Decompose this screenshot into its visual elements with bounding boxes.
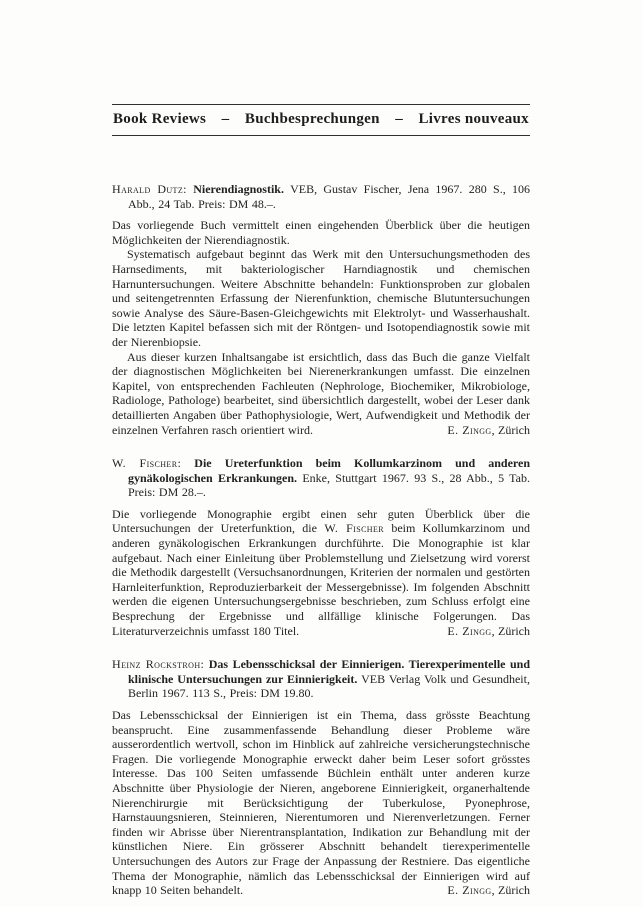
reviewer-name: E. Zingg xyxy=(447,422,492,437)
book-review-rockstroh xyxy=(112,657,530,898)
book-review-fischer xyxy=(112,456,530,638)
header-title-french: Livres nouveaux xyxy=(418,111,529,127)
review-book-title: Die Ureterfunktion beim Kollumkarzinom und anderen gynäkologischen Erkrankungen. xyxy=(128,456,531,485)
reviews-list xyxy=(112,182,530,898)
review-imprint: Enke, Stuttgart 1967. 93 S., 28 Abb., 5 Tab. Preis: DM 28.–. xyxy=(128,470,530,500)
reviewer-signature xyxy=(432,423,530,438)
reviewer-signature xyxy=(447,624,530,639)
review-paragraph xyxy=(112,507,530,638)
review-author: W. Fischer: xyxy=(112,456,182,471)
review-author: Heinz Rockstroh: xyxy=(112,657,205,672)
header-title-german: Buchbesprechungen xyxy=(244,111,380,127)
review-paragraph xyxy=(112,350,530,438)
review-imprint: VEB, Gustav Fischer, Jena 1967. 280 S., 106 Abb., 24 Tab. Preis: DM 48.–. xyxy=(128,182,531,211)
reviewer-name: E. Zingg xyxy=(447,883,492,898)
reviewer-city: , Zürich xyxy=(491,623,530,638)
review-paragraph-text: Aus dieser kurzen Inhaltsangabe ist ersichtlich, dass das Buch die ganze Vielfalt der diagnostischen Möglichkeiten bei Nierenerkrankungen umfasst. Die einzelnen Kapitel, von entsprechenden Fachleuten (Nephrologe, Biochemiker, Mikrobiologe, Radiologe, Pathologe) bearbeitet, sind übersichtlich dargestellt, wobei der Leser dank detaillierten Angaben über Pathophysiologie, Wert, Aufwendigkeit und Methodik der einzelnen Verfahren rasch orientiert wird. xyxy=(112,349,530,437)
review-paragraph: Systematisch aufgebaut beginnt das Werk mit den Untersuchungsmethoden des Harnsediments, mit bakteriologischer Harndiagnostik und chemischen Harnuntersuchungen. Weitere Abschnitte behandeln: Funktionsproben zur globalen und seitengetrennten Erfassung der Nierenfunktion, chemische Blutuntersuchungen sowie Analyse des Säure-Basen-Gleichgewichts mit Elektrolyt- und Wasserhaushalt. Die letzten Kapitel befassen sich mit der Röntgen- und Isotopendiagnostik sowie mit der Nierenbiopsie. xyxy=(112,247,530,349)
page-content xyxy=(112,104,530,898)
reviewer-name: E. Zingg xyxy=(447,623,492,638)
section-header xyxy=(112,104,530,136)
review-paragraph xyxy=(112,708,530,898)
review-book-title: Das Lebensschicksal der Einnierigen. Tierexperimentelle und klinische Untersuchungen zur Einnierigkeit. xyxy=(128,657,530,686)
header-separator-dash: – xyxy=(221,111,230,127)
review-author: Harald Dutz: xyxy=(112,182,187,196)
review-book-title: Nierendiagnostik. xyxy=(193,182,284,196)
book-review-dutz xyxy=(112,182,530,437)
reviewer-signature xyxy=(447,883,530,898)
review-citation xyxy=(112,456,530,500)
review-paragraph-text: Das Lebensschicksal der Einnierigen ist ein Thema, dass grösste Beachtung beansprucht. Eine zusammenfassende Behandlung dieser Probleme wäre ausserordentlich wertvoll, schon im Hinblick auf zahlreiche versicherungstechnische Fragen. Die vorliegende Monographie erweckt daher beim Leser sofort grösstes Interesse. Das 100 Seiten umfassende Büchlein enthält unter anderen kurze Abschnitte über Physiologie der Nieren, angeborene Einnierigkeit, organerhaltende Nierenchirurgie mit Berücksichtigung der Tuberkulose, Pyonephrose, Harnstauungsnieren, Steinnieren, Nierentumoren und Nierenverletzungen. Ferner finden wir Abrisse über Nierentransplantation, Indikation zur Behandlung mit der künstlichen Niere. Ein grösserer Abschnitt behandelt tierexperimentelle Untersuchungen des Autors zur Frage der Anpassung der Restniere. Das eigentliche Thema der Monographie, nämlich das Lebensschicksal der Einnierigen wird auf knapp 10 Seiten behandelt. xyxy=(112,708,530,898)
header-separator-dash: – xyxy=(395,111,404,127)
header-title-english: Book Reviews xyxy=(113,111,207,127)
review-paragraph-text: Die vorliegende Monographie ergibt einen sehr guten Überblick über die Untersuchungen der Ureterfunktion, die xyxy=(112,506,530,536)
review-paragraph: Das vorliegende Buch vermittelt einen eingehenden Überblick über die heutigen Möglichkeiten der Nierendiagnostik. xyxy=(112,218,530,247)
review-paragraph-text: beim Kollumkarzinom und anderen gynäkologischen Erkrankungen durchführte. Die Monographie ist klar aufgebaut. Nach einer Einleitung über Problemstellung und Zielsetzung wird vorerst die Methodik dargestellt (Versuchsanordnungen, Kriterien der normalen und gestörten Harnleiterfunktion, Reproduzierbarkeit der Messergebnisse). Im folgenden Abschnitt werden die eigenen Untersuchungsergebnisse beschrieben, zum Schluss erfolgt eine Besprechung der Ergebnisse und allfällige klinische Folgerungen. Das Literaturverzeichnis umfasst 180 Titel. xyxy=(112,521,531,638)
review-citation xyxy=(112,657,530,701)
cited-author-name: W. Fischer xyxy=(324,521,384,536)
reviewer-city: , Zürich xyxy=(491,883,530,898)
review-citation xyxy=(112,182,530,211)
reviewer-city: , Zürich xyxy=(491,422,530,437)
review-imprint: VEB Verlag Volk und Gesundheit, Berlin 1967. 113 S., Preis: DM 19.80. xyxy=(128,671,530,701)
